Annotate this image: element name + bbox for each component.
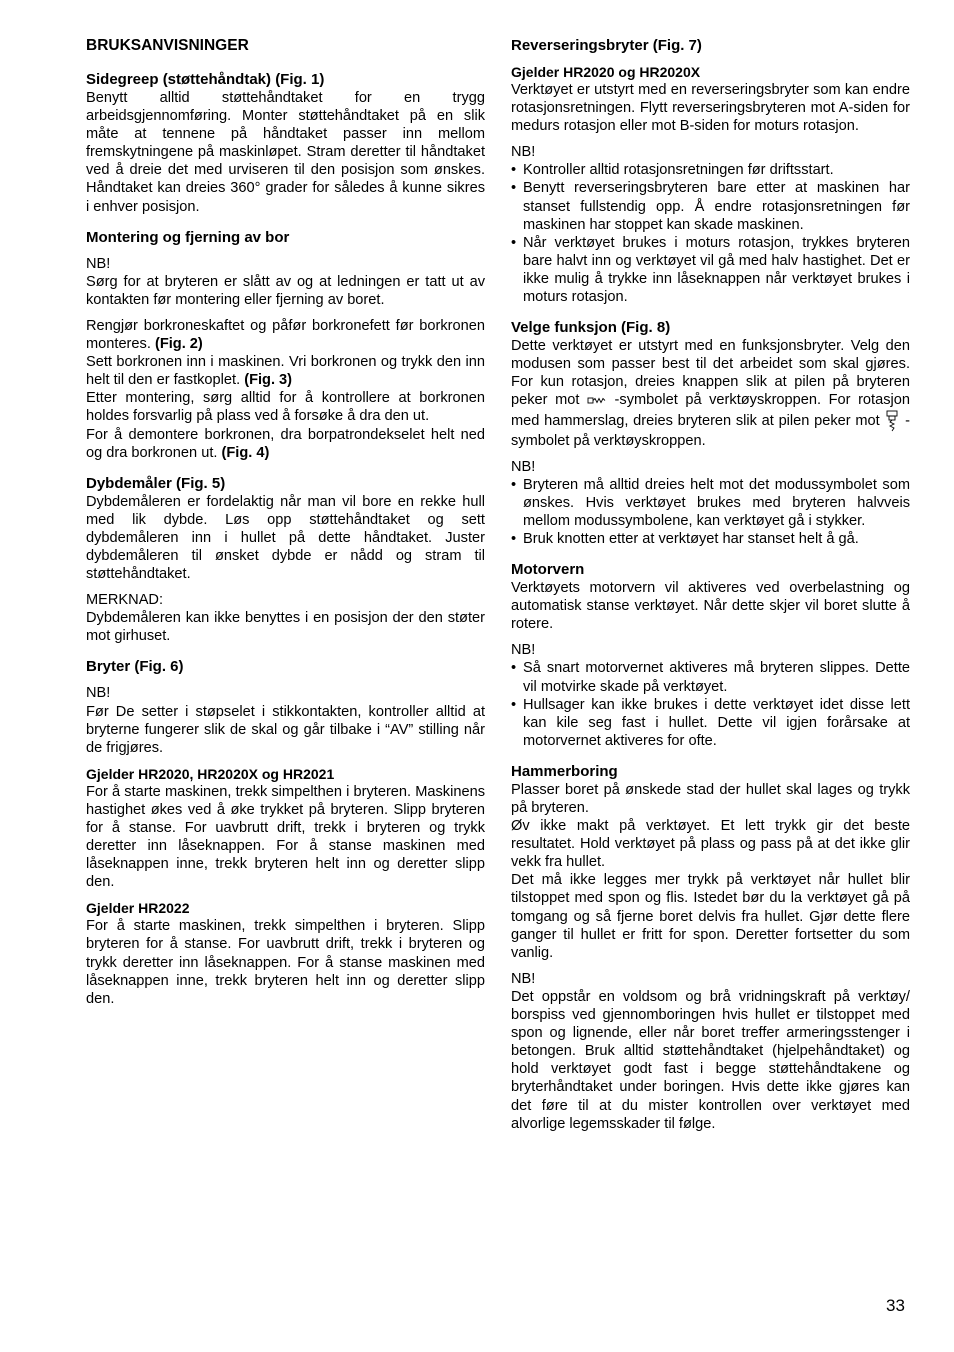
paragraph: Dybdemåleren er fordelaktig når man vil bore en rekke hull med lik dybde. Løs opp støttehåndtaket og sett dybdemåleren inn i hullet på dette håndtaket. Juster dybdemåleren til ønsket dybde er nådd og stram til støttehåndtaket.: [86, 493, 485, 583]
page-number: 33: [886, 1296, 905, 1315]
left-column: [86, 36, 485, 1008]
bullet-list: [511, 659, 910, 749]
nb-label: NB!: [511, 458, 536, 475]
paragraph: Sørg for at bryteren er slått av og at ledningen er tatt ut av kontakten før montering eller fjerning av boret.: [86, 273, 485, 308]
section-heading: Montering og fjerning av bor: [86, 228, 290, 246]
hammer-drill-symbol-icon: [884, 410, 900, 432]
nb-label: NB!: [511, 144, 536, 161]
paragraph: Dette verktøyet er utstyrt med en funksjonsbryter. Velg den modusen som passer best til det arbeidet som skal gjøres. For kun rotasjon, dreies knappen slik at pilen på bryteren peker mot -symbolet på verktøyskroppen. For rotasjon med hammerslag, dreies bryteren slik at pilen peker mot -symbolet på verktøyskroppen.: [511, 338, 910, 449]
bullet-list: [511, 161, 910, 306]
subsection-heading: Gjelder HR2022: [86, 900, 190, 917]
section-bryter: [86, 657, 485, 1007]
section-heading: Velge funksjon (Fig. 8): [511, 319, 671, 337]
right-column: [511, 36, 910, 1133]
section-heading: Reverseringsbryter (Fig. 7): [511, 37, 702, 54]
figure-ref: (Fig. 3): [244, 372, 293, 389]
section-heading: Dybdemåler (Fig. 5): [86, 474, 226, 492]
paragraph: Før De setter i støpselet i stikkontakten, kontroller alltid at bryterne fungerer slik de skal og går tilbake i “AV” stilling når de frigjøres.: [86, 703, 485, 756]
paragraph: Sett borkronen inn i maskinen. Vri borkronen og trykk den inn helt til den er fastkoplet. (Fig. 3): [86, 354, 485, 389]
paragraph: Benytt alltid støttehåndtaket for en trygg arbeidsgjennomføring. Monter støttehåndtaket på en slik måte at tennene på håndtaket passer inn mellom fremskytningene på maskinløpet. Stram deretter til håndtaket ved å dreie det med urviseren til den posisjon som ønskes. Håndtaket kan dreies 360° grader for således å kunne sikres i enhver posisjon.: [86, 90, 485, 215]
section-heading: Bryter (Fig. 6): [86, 658, 184, 676]
section-reverseringsbryter: [511, 36, 910, 306]
paragraph: Det må ikke legges mer trykk på verktøyet når hullet blir tilstoppet med spon og flis. Istedet bør du la verktøyet gå på tomgang og så fjerne boret delvis fra hullet. Gjør dette flere ganger til hullet er fritt for spon. Deretter fortsetter du som vanlig.: [511, 872, 910, 961]
paragraph: For å demontere borkronen, dra borpatrondekselet helt ned og dra borkronen ut. (Fig. 4): [86, 426, 485, 461]
paragraph: Verktøyets motorvern vil aktiveres ved overbelastning og automatisk stanse verktøyet. Når dette skjer vil boret slutte å rotere.: [511, 580, 910, 633]
list-item: • Kontroller alltid rotasjonsretningen før driftsstart.: [511, 161, 910, 179]
bullet-list: [511, 476, 910, 548]
paragraph: Rengjør borkroneskaftet og påfør borkronefett før borkronen monteres. (Fig. 2): [86, 317, 485, 353]
list-item: • Når verktøyet brukes i moturs rotasjon, trykkes bryteren bare halvt inn og verktøyet vil gå med halv hastighet. Det er ikke mulig å trykke inn låseknappen når verktøyet brukes i moturs rotasjon.: [511, 234, 910, 306]
paragraph: For å starte maskinen, trekk simpelthen i bryteren. Slipp bryteren for å stanse. For uavbrutt drift, trekk i bryteren og trykk deretter inn låseknappen. For å stanse maskinen med låseknappen inne, trekk bryteren helt inn og deretter slipp den.: [86, 918, 485, 1007]
section-montering: [86, 228, 485, 462]
list-item: • Så snart motorvernet aktiveres må bryteren slippes. Dette vil motvirke skade på verktøyet.: [511, 659, 910, 695]
nb-label: NB!: [511, 970, 536, 987]
section-hammerboring: [511, 762, 910, 1133]
section-heading: Motorvern: [511, 561, 585, 579]
paragraph: Plasser boret på ønskede stad der hullet skal lages og trykk på bryteren.: [511, 781, 910, 816]
subsection-heading: Gjelder HR2020 og HR2020X: [511, 64, 701, 80]
list-item: • Benytt reverseringsbryteren bare etter at maskinen har stanset fullstendig opp. Å endre rotasjonsretningen før maskinen har stoppet kan skade maskinen.: [511, 179, 910, 233]
list-item: • Bruk knotten etter at verktøyet har stanset helt å gå.: [511, 530, 910, 548]
list-item: • Hullsager kan ikke brukes i dette verktøyet idet disse lett kan kile seg fast i hullet. Dette vil igjen forårsake at motorvernet aktiveres for ofte.: [511, 696, 910, 750]
paragraph: Verktøyet er utstyrt med en reverseringsbryter som kan endre rotasjonsretningen. Flytt reverseringsbryteren mot A-siden for medurs rotasjon eller mot B-siden for moturs rotasjon.: [511, 82, 910, 135]
paragraph: Øv ikke makt på verktøyet. Et lett trykk gir det beste resultatet. Hold verktøyet på plass og pass på at det ikke glir vekk fra hullet.: [511, 818, 910, 871]
page-title: BRUKSANVISNINGER: [86, 37, 249, 54]
section-motorvern: [511, 560, 910, 750]
paragraph: Det oppstår en voldsom og brå vridningskraft på verktøy/ borspiss ved gjennomboringen hvis hullet er tilstoppet med spon og lignende, eller når boret treffer armeringsstenger i betongen. Bruk alltid støttehåndtaket (hjelpehåndtaket) og hold verktøyet godt fast i begge støttehåndtakene og bryterhåndtaket under boringen. Hvis dette ikke gjøres kan det føre til at du mister kontrollen over verktøyet med alvorlige legemsskader til følge.: [511, 988, 910, 1132]
note-label: MERKNAD:: [86, 592, 164, 609]
section-sidegreep: [86, 70, 485, 216]
paragraph: For å starte maskinen, trekk simpelthen i bryteren. Maskinens hastighet økes ved å øke trykket på bryteren. Slipp bryteren for å stanse. For uavbrutt drift, trekk i bryteren og trykk deretter inn låseknappen. For å stanse maskinen med låseknappen inne, trekk bryteren helt inn og deretter slipp den.: [86, 783, 485, 891]
section-velge-funksjon: [511, 318, 910, 548]
drill-bit-symbol-icon: [587, 396, 607, 405]
figure-ref: (Fig. 4): [221, 444, 270, 461]
nb-label: NB!: [86, 685, 111, 702]
figure-ref: (Fig. 2): [154, 336, 203, 353]
paragraph: Dybdemåleren kan ikke benyttes i en posisjon der den støter mot girhuset.: [86, 610, 485, 645]
section-heading: Hammerboring: [511, 762, 618, 780]
list-item: • Bryteren må alltid dreies helt mot det modussymbolet som ønskes. Hvis verktøyet brukes med bryteren halvveis mellom modussymbolene, kan verktøyet gå i stykker.: [511, 476, 910, 530]
paragraph: Etter montering, sørg alltid for å kontrollere at borkronen holdes forsvarlig på plass ved å forsøke å dra den ut.: [86, 390, 485, 425]
nb-label: NB!: [511, 642, 536, 659]
section-heading: Sidegreep (støttehåndtak) (Fig. 1): [86, 71, 325, 88]
section-dybdemaler: [86, 474, 485, 646]
nb-label: NB!: [86, 255, 111, 272]
subsection-heading: Gjelder HR2020, HR2020X og HR2021: [86, 765, 335, 782]
